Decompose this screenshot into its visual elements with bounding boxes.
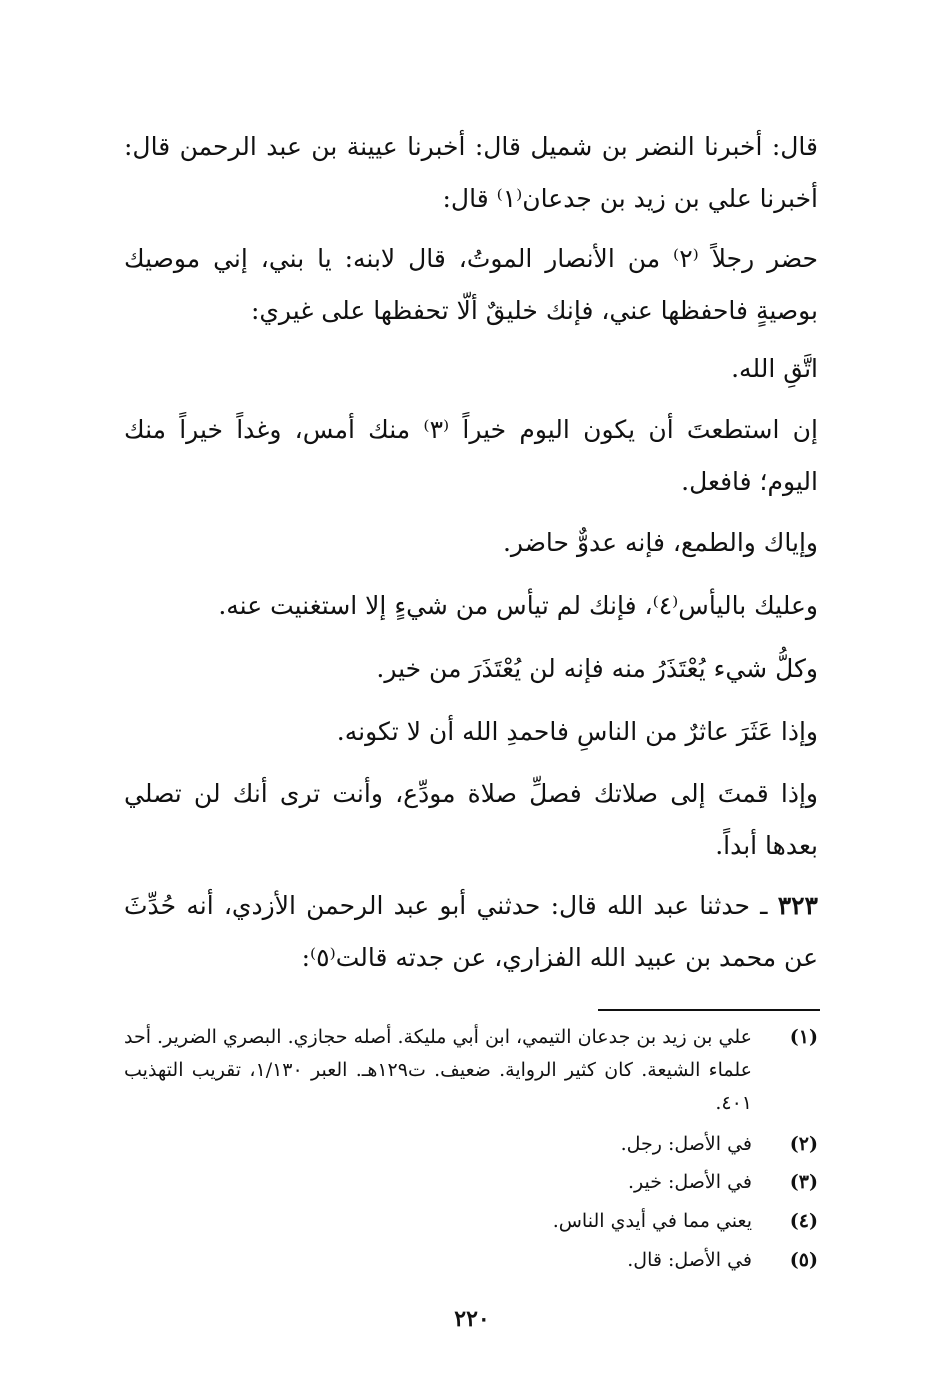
footnote-number: (٣) [789, 1171, 818, 1193]
footnote-3 [124, 1166, 818, 1199]
hadith-number: ٣٢٣ [777, 891, 818, 920]
footnote-text: علي بن زيد بن جدعان التيمي، ابن أبي مليكة. أصله حجازي. البصري الضرير. أحد علماء الشيعة. كان كثير الرواية. ضعيف. ت١٢٩هـ. العبر ١/١٣٠، تقريب التهذيب ٤٠١. [124, 1026, 752, 1114]
page-number: ٢٢٠ [454, 1306, 490, 1332]
footnote-number: (٥) [789, 1249, 818, 1271]
footnote-text: في الأصل: خير. [627, 1171, 752, 1193]
paragraph-hadith [124, 880, 818, 984]
footnote-5 [124, 1244, 818, 1277]
footnote-text: في الأصل: رجل. [620, 1133, 752, 1155]
paragraph-prayer: وإذا قمتَ إلى صلاتك فصلِّ صلاة مودِّع، وأنت ترى أنك لن تصلي بعدها أبداً. [124, 779, 818, 860]
paragraph-fear-god: اتَّقِ الله. [731, 354, 818, 383]
footnote-text: في الأصل: قال. [627, 1249, 752, 1271]
paragraph-stumble: وإذا عَثَرَ عاثرٌ من الناسِ فاحمدِ الله أن لا تكونه. [336, 717, 818, 746]
footnote-text: يعني مما في أيدي الناس. [552, 1210, 752, 1232]
paragraph-greed: وإياك والطمع، فإنه عدوٌّ حاضر. [502, 528, 818, 557]
footnote-number: (١) [789, 1026, 818, 1048]
footnote-divider [598, 1009, 820, 1011]
paragraph-better-today: إن استطعتَ أن يكون اليوم خيراً ⁽٣⁾ منك أمس، وغداً خيراً منك اليوم؛ فافعل. [124, 415, 818, 496]
paragraph-isnad: قال: أخبرنا النضر بن شميل قال: أخبرنا عيينة بن عبد الرحمن قال: أخبرنا علي بن زيد بن جدعان⁽١⁾ قال: [124, 132, 818, 213]
paragraph-excuse: وكلُّ شيء يُعْتَذَرُ منه فإنه لن يُعْتَذَرَ من خير. [376, 654, 818, 683]
footnote-number: (٢) [789, 1133, 818, 1155]
paragraph-will-intro: حضر رجلاً ⁽٢⁾ من الأنصار الموتُ، قال لابنه: يا بني، إني موصيك بوصيةٍ فاحفظها عني، فإنك خليقٌ ألّا تحفظها على غيري: [124, 244, 818, 325]
footnote-number: (٤) [789, 1210, 818, 1232]
footnote-1 [124, 1021, 818, 1120]
hadith-text: ـ حدثنا عبد الله قال: حدثني أبو عبد الرحمن الأزدي، أنه حُدِّثَ عن محمد بن عبيد الله الفزاري، عن جدته قالت⁽٥⁾: [124, 891, 818, 972]
footnote-2 [124, 1128, 818, 1161]
paragraph-despair: وعليك باليأس⁽٤⁾، فإنك لم تيأس من شيءٍ إلا استغنيت عنه. [218, 591, 818, 620]
footnote-4 [124, 1205, 818, 1238]
